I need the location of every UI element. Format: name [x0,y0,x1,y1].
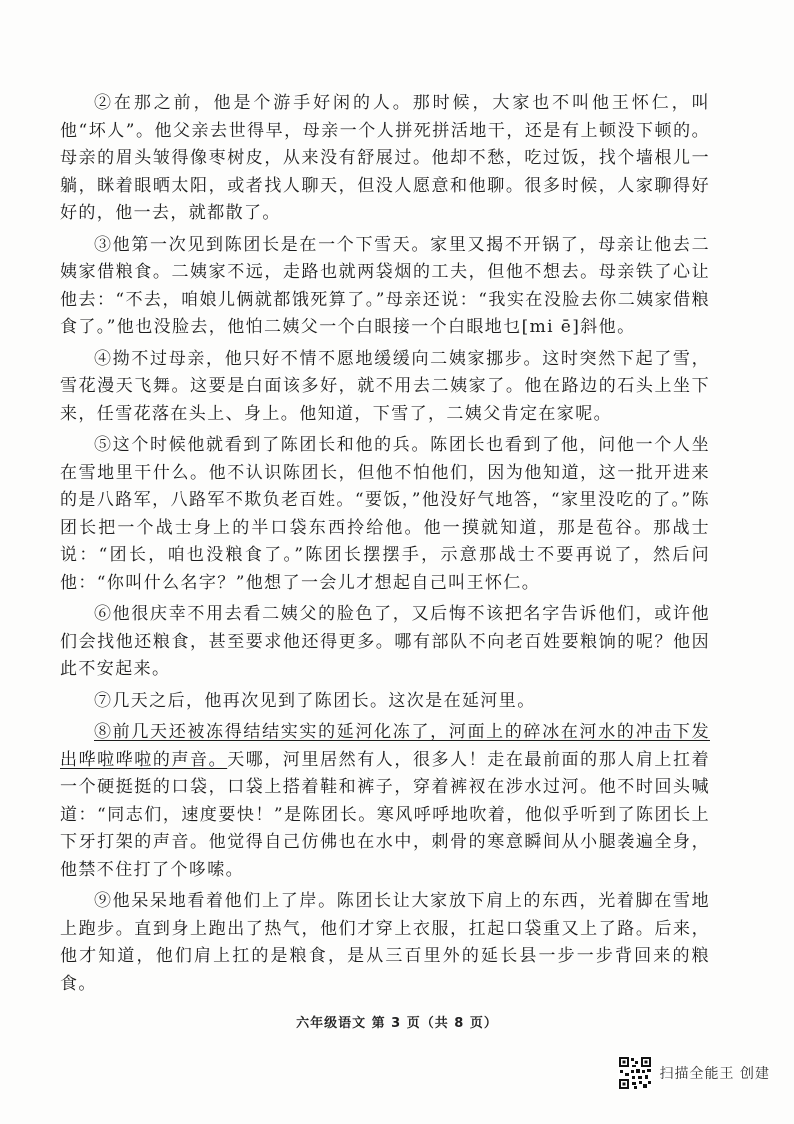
scanner-watermark [618,1056,770,1090]
underlined-sentence: ⑧前几天还被冻得结结实实的延河化冻了，河面上的碎冰在河水的冲击下发出哗啦哗啦的声音。 [60,722,710,770]
paragraph-8 [60,719,710,884]
paragraph-9: ⑨他呆呆地看着他们上了岸。陈团长让大家放下肩上的东西，光着脚在雪地上跑步。直到身上跑出了热气，他们才穿上衣服，扛起口袋重又上了路。后来，他才知道，他们肩上扛的是粮食，是从三百里外的延长县一步一步背回来的粮食。 [60,891,710,994]
paragraph-4: ④拗不过母亲，他只好不情不愿地缓缓向二姨家挪步。这时突然下起了雪，雪花漫天飞舞。这要是白面该多好，就不用去二姨家了。他在路边的石头上坐下来，任雪花落在头上、身上。他知道，下雪了，二姨父肯定在家呢。 [60,348,710,424]
page-footer: 六年级语文 第 3 页（共 8 页） [296,1016,498,1031]
qr-code-icon [618,1056,652,1090]
paragraph-3: ③他第一次见到陈团长是在一个下雪天。家里又揭不开锅了，母亲让他去二姨家借粮食。二姨家不远，走路也就两袋烟的工夫，但他不想去。母亲铁了心让他去：“不去，咱娘儿俩就都饿死算了。”母亲还说：“我实在没脸去你二姨家借粮食了。”他也没脸去，他怕二姨父一个白眼接一个白眼地乜[mi ē]斜他。 [60,234,710,337]
paragraph-2: ②在那之前，他是个游手好闲的人。那时候，大家也不叫他王怀仁，叫他“坏人”。他父亲去世得早，母亲一个人拼死拼活地干，还是有上顿没下顿的。母亲的眉头皱得像枣树皮，从来没有舒展过。他却不愁，吃过饭，找个墙根儿一躺，眯着眼晒太阳，或者找人聊天，但没人愿意和他聊。很多时候，人家聊得好好的，他一去，就都散了。 [60,93,710,223]
paragraph-5: ⑤这个时候他就看到了陈团长和他的兵。陈团长也看到了他，问他一个人坐在雪地里干什么。他不认识陈团长，但他不怕他们，因为他知道，这一批开进来的是八路军，八路军不欺负老百姓。“要饭，”他没好气地答，“家里没吃的了。”陈团长把一个战士身上的半口袋东西拎给他。他一摸就知道，那是苞谷。那战士说：“团长，咱也没粮食了。”陈团长摆摆手，示意那战士不要再说了，然后问他：“你叫什么名字？”他想了一会儿才想起自己叫王怀仁。 [60,435,710,593]
watermark-text: 扫描全能王 创建 [659,1066,770,1082]
paragraph-7: ⑦几天之后，他再次见到了陈团长。这次是在延河里。 [94,690,536,711]
reading-passage [60,90,710,1002]
paragraph-6: ⑥他很庆幸不用去看二姨父的脸色了，又后悔不该把名字告诉他们，或许他们会找他还粮食，甚至要求他还得更多。哪有部队不向老百姓要粮饷的呢？他因此不安起来。 [60,604,710,679]
paragraph-8-rest: 天哪，河里居然有人，很多人！走在最前面的那人肩上扛着一个硬挺挺的口袋，口袋上搭着鞋和裤子，穿着裤衩在涉水过河。他不时回头喊道：“同志们，速度要快！”是陈团长。寒风呼呼地吹着，他似乎听到了陈团长上下牙打架的声音。他觉得自己仿佛也在水中，刺骨的寒意瞬间从小腿袭遍全身，他禁不住打了个哆嗦。 [60,749,710,880]
